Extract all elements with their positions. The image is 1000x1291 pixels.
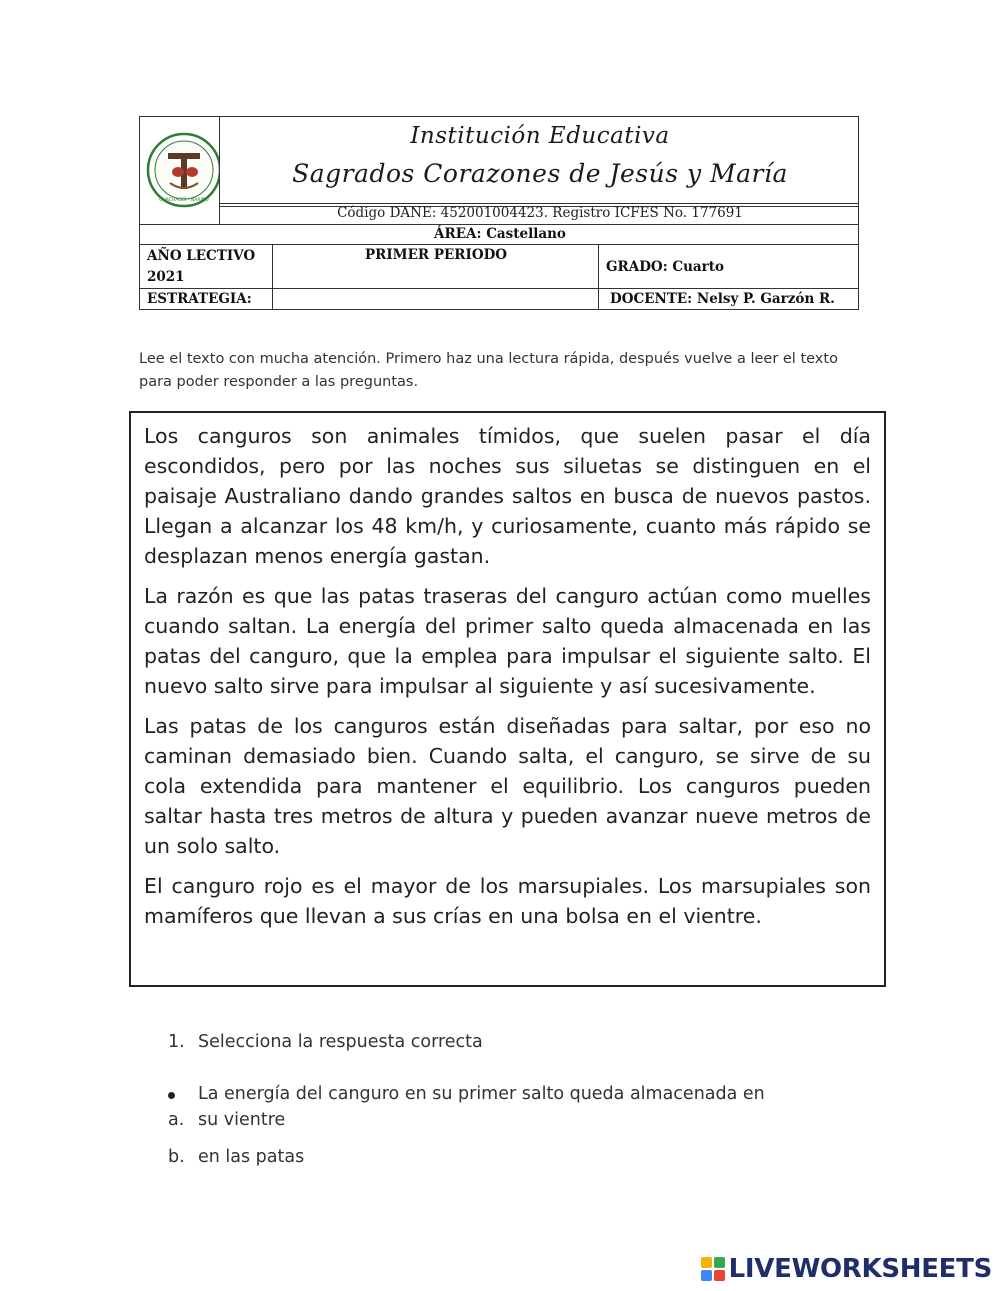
institution-title: Institución Educativa: [410, 123, 670, 149]
header-divider: [219, 203, 858, 204]
header-table: [139, 116, 859, 310]
school-year-label: AÑO LECTIVO: [147, 248, 256, 264]
liveworksheets-logo[interactable]: [701, 1252, 992, 1286]
bullet-icon: [168, 1092, 175, 1099]
institution-name: Sagrados Corazones de Jesús y María: [292, 159, 788, 188]
instructions: Lee el texto con mucha atención. Primero haz una lectura rápida, después vuelve a leer el texto para poder responder a las preguntas.: [139, 351, 838, 390]
option-a[interactable]: su vientre: [198, 1110, 286, 1130]
registry-info: Código DANE: 452001004423. Registro ICFES No. 177691: [337, 205, 743, 221]
header-divider: [140, 288, 858, 289]
teacher-label: DOCENTE: Nelsy P. Garzón R.: [610, 291, 835, 307]
question-number: 1.: [168, 1032, 185, 1052]
question-title: Selecciona la respuesta correcta: [198, 1032, 483, 1052]
strategy-label: ESTRATEGIA:: [147, 291, 252, 307]
passage-paragraph: El canguro rojo es el mayor de los marsupiales. Los marsupiales son mamíferos que llevan a sus crías en una bolsa en el vientre.: [144, 874, 871, 928]
school-logo: [140, 117, 219, 224]
passage-paragraph: Las patas de los canguros están diseñadas para saltar, por eso no caminan demasiado bien. Cuando salta, el canguro, se sirve de su cola extendida para mantener el equilibrio. Los canguros pueden saltar hasta tres metros de altura y pueden avanzar nueve metros de un solo salto.: [144, 714, 871, 858]
header-divider: [272, 244, 273, 310]
header-divider: [598, 244, 599, 310]
school-year-value: 2021: [147, 269, 185, 285]
option-b[interactable]: en las patas: [198, 1147, 305, 1167]
brand-squares-icon: [701, 1257, 725, 1281]
grade-label: GRADO: Cuarto: [606, 259, 725, 275]
passage-paragraph: Los canguros son animales tímidos, que suelen pasar el día escondidos, pero por las noches sus siluetas se distinguen en el paisaje Australiano dando grandes saltos en busca de nuevos pastos. Llegan a alcanzar los 48 km/h, y curiosamente, cuanto más rápido se desplazan menos energía gastan.: [144, 424, 871, 568]
header-divider: [140, 244, 858, 245]
brand-name: LIVEWORKSHEETS: [728, 1254, 992, 1284]
subject-area: ÁREA: Castellano: [434, 226, 566, 242]
question-prompt: La energía del canguro en su primer salto queda almacenada en: [198, 1084, 765, 1104]
header-divider: [140, 224, 858, 225]
period-label: PRIMER PERIODO: [365, 247, 508, 263]
logo-caption: CHACHAGÜÍ - NARIÑO: [159, 198, 209, 203]
option-b-letter: b.: [168, 1147, 185, 1167]
option-a-letter: a.: [168, 1110, 185, 1130]
passage-paragraph: La razón es que las patas traseras del canguro actúan como muelles cuando saltan. La energía del primer salto queda almacenada en las patas del canguro, que la emplea para impulsar el siguiente salto. El nuevo salto sirve para impulsar al siguiente y así sucesivamente.: [144, 584, 871, 698]
reading-passage: [129, 411, 886, 987]
